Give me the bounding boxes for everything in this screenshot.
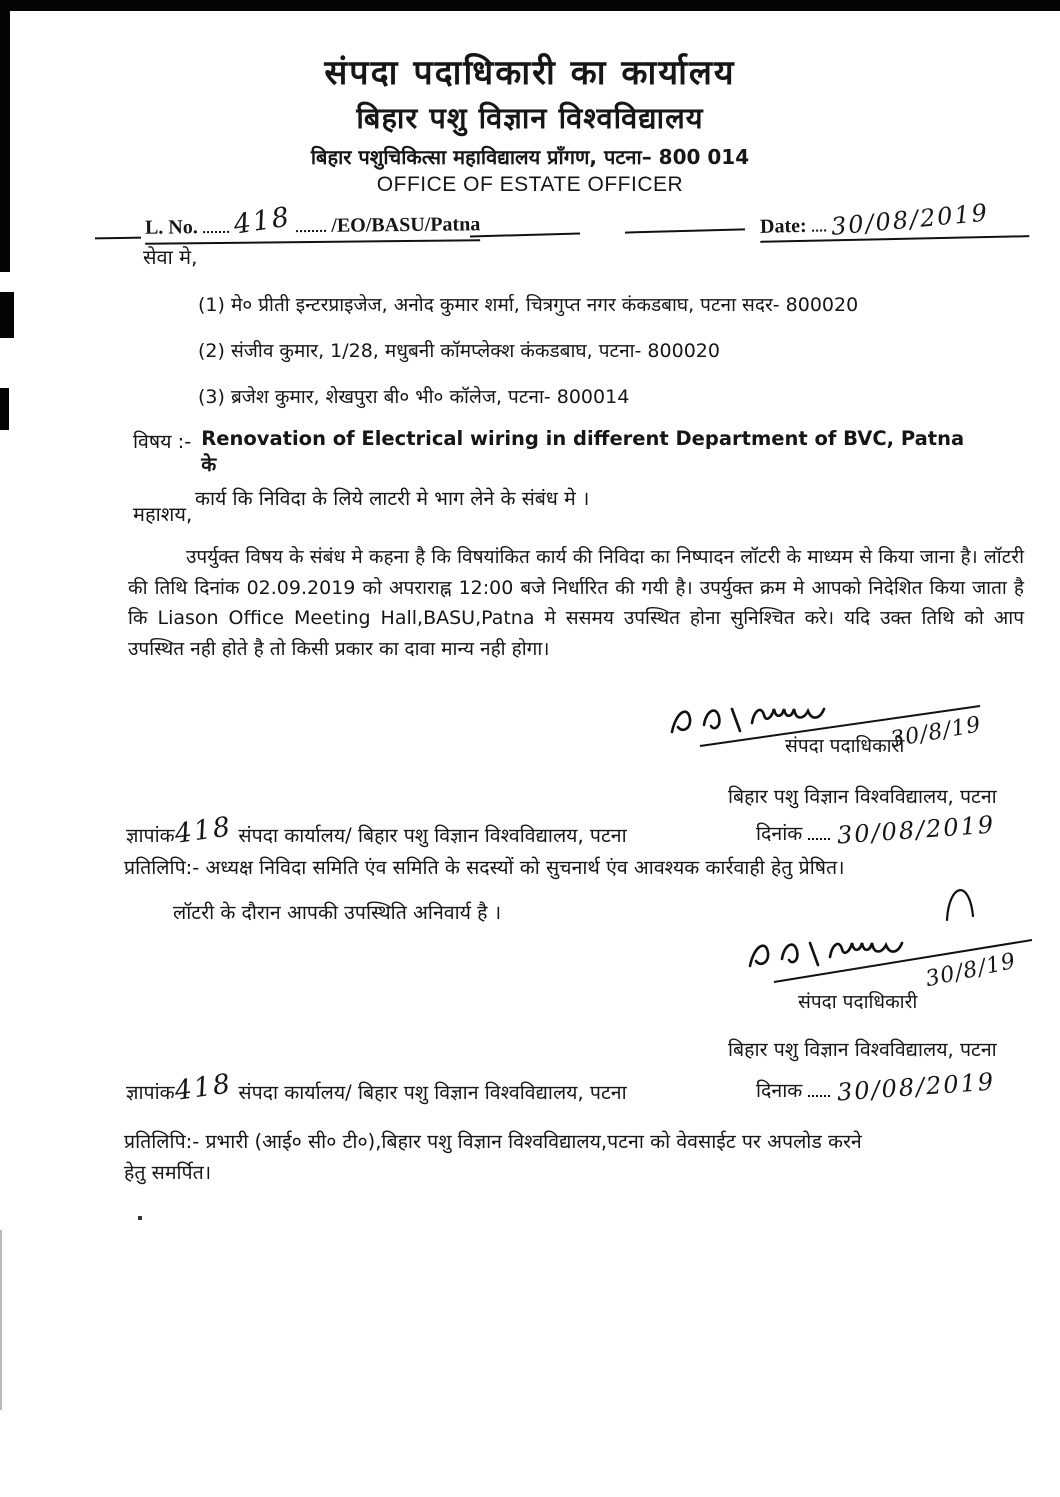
signatory-designation: संपदा पदाधिकारी — [785, 735, 905, 757]
memo-label: ज्ञापांक — [126, 824, 175, 847]
letter-number-suffix: /EO/BASU/Patna — [331, 213, 481, 237]
memo-date-handwritten: 30/08/2019 — [835, 1067, 996, 1107]
memo-number-handwritten: 418 — [172, 1068, 234, 1107]
date-label: Date: — [759, 214, 807, 238]
scan-artifact-blob — [0, 388, 9, 430]
signature-block-2 — [740, 920, 1060, 1040]
scan-artifact-dot — [138, 1216, 142, 1220]
letter-number-label: L. No. — [144, 216, 198, 239]
signatory-organization-2: बिहार पशु विज्ञान विश्वविद्यालय, पटना — [728, 1038, 997, 1061]
signature-date-handwritten: 30/8/19 — [923, 948, 1019, 993]
dotted-leader — [203, 217, 229, 233]
signatory-organization-1: बिहार पशु विज्ञान विश्वविद्यालय, पटना — [728, 785, 997, 808]
dotted-leader — [296, 216, 326, 232]
reference-row — [0, 198, 1060, 248]
greeting: महाशय, — [133, 502, 193, 526]
copy-note-1-line-2: लॉटरी के दौरान आपकी उपस्थिति अनिवार्य है । — [173, 901, 502, 924]
subject-line-1: Renovation of Electrical wiring in different Department of BVC, Patna के — [201, 427, 965, 476]
signature-date-handwritten: 30/8/19 — [888, 712, 984, 753]
memo-line-1 — [126, 810, 1036, 850]
memo-number-handwritten: 418 — [172, 811, 234, 850]
university-name-hindi: बिहार पशु विज्ञान विश्वविद्यालय — [356, 101, 704, 135]
memo-label: ज्ञापांक — [126, 1081, 175, 1104]
subject-block — [133, 427, 973, 511]
memo-date-label: दिनाक — [756, 1079, 803, 1102]
memo-office-text: संपदा कार्यालय/ बिहार पशु विज्ञान विश्वविद्यालय, पटना — [238, 1081, 627, 1104]
rule-segment — [470, 233, 580, 238]
subject-label: विषय :- — [133, 430, 192, 453]
copy-note-2-line-1: प्रतिलिपि:- प्रभारी (आई० सी० टी०),बिहार पशु विज्ञान विश्वविद्यालय,पटना को वेवसाईट पर अपलोड करने — [124, 1130, 862, 1153]
memo-date-label: दिनांक — [756, 822, 803, 845]
memo-line-2 — [126, 1067, 1036, 1107]
addressee-1: (1) मे० प्रीती इन्टरप्राइजेज, अनोद कुमार शर्मा, चित्रगुप्त नगर कंकडबाघ, पटना सदर- 800020 — [198, 294, 859, 316]
memo-date-handwritten: 30/08/2019 — [835, 810, 996, 850]
copy-note-1-line-1: प्रतिलिपि:- अध्यक्ष निविदा समिति एंव समिति के सदस्यों को सुचनार्थ एंव आवश्यक कार्रवाही हेतु प्रेषित। — [124, 856, 845, 879]
rule-segment — [95, 237, 141, 240]
office-title-hindi: संपदा पदाधिकारी का कार्यालय — [324, 53, 736, 93]
scan-artifact-blob — [0, 292, 14, 338]
memo-office-text: संपदा कार्यालय/ बिहार पशु विज्ञान विश्वविद्यालय, पटना — [238, 824, 627, 847]
date-handwritten: 30/08/2019 — [829, 198, 990, 241]
dotted-leader — [811, 215, 825, 231]
signatory-designation: संपदा पदाधिकारी — [798, 991, 918, 1013]
scan-artifact-faint-line — [0, 1230, 2, 1410]
addressee-2: (2) संजीव कुमार, 1/28, मधुबनी कॉमप्लेक्श कंकडबाघ, पटना- 800020 — [198, 340, 720, 362]
scan-artifact-top-bar — [0, 0, 1060, 11]
dotted-leader — [808, 1081, 830, 1097]
letter-number-handwritten: 418 — [231, 201, 293, 241]
campus-address-line: बिहार पशुचिकित्सा महाविद्यालय प्राँगण, पटना– 800 014 — [310, 145, 750, 169]
addressee-3: (3) ब्रजेश कुमार, शेखपुरा बी० भी० कॉलेज, पटना- 800014 — [198, 386, 630, 408]
dotted-leader — [808, 824, 830, 840]
letterhead — [0, 48, 1060, 197]
office-title-english: OFFICE OF ESTATE OFFICER — [376, 173, 684, 196]
date-line — [759, 198, 1030, 243]
copy-note-2 — [124, 1126, 974, 1188]
body-paragraph: उपर्युक्त विषय के संबंध मे कहना है कि विषयांकित कार्य की निविदा का निष्पादन लॉटरी के माध्यम से किया जाना है। लॉटरी की तिथि दिनांक 02.09.2019 को अपराराह्न 12:00 बजे निर्धारित की गयी है। उपर्युक्त क्रम मे आपको निदेशित किया जाता है कि Liason Office Meeting Hall,BASU,Patna मे ससमय उपस्थित होना सुनिश्चित करे। यदि उक्त तिथि को आप उपस्थित नही होते है तो किसी प्रकार का दावा मान्य नही होगा। — [128, 546, 1024, 660]
rule-segment — [625, 228, 745, 233]
salutation: सेवा मे, — [143, 245, 198, 269]
copy-note-2-line-2: हेतु समर्पित। — [124, 1161, 212, 1184]
subject-line-2: कार्य कि निविदा के लिये लाटरी मे भाग लेने के संबंध मे । — [195, 487, 590, 510]
memo-date — [756, 1067, 996, 1107]
memo-date — [756, 810, 996, 850]
pen-caret-mark-icon — [943, 872, 979, 924]
letter-number-line — [144, 201, 481, 245]
